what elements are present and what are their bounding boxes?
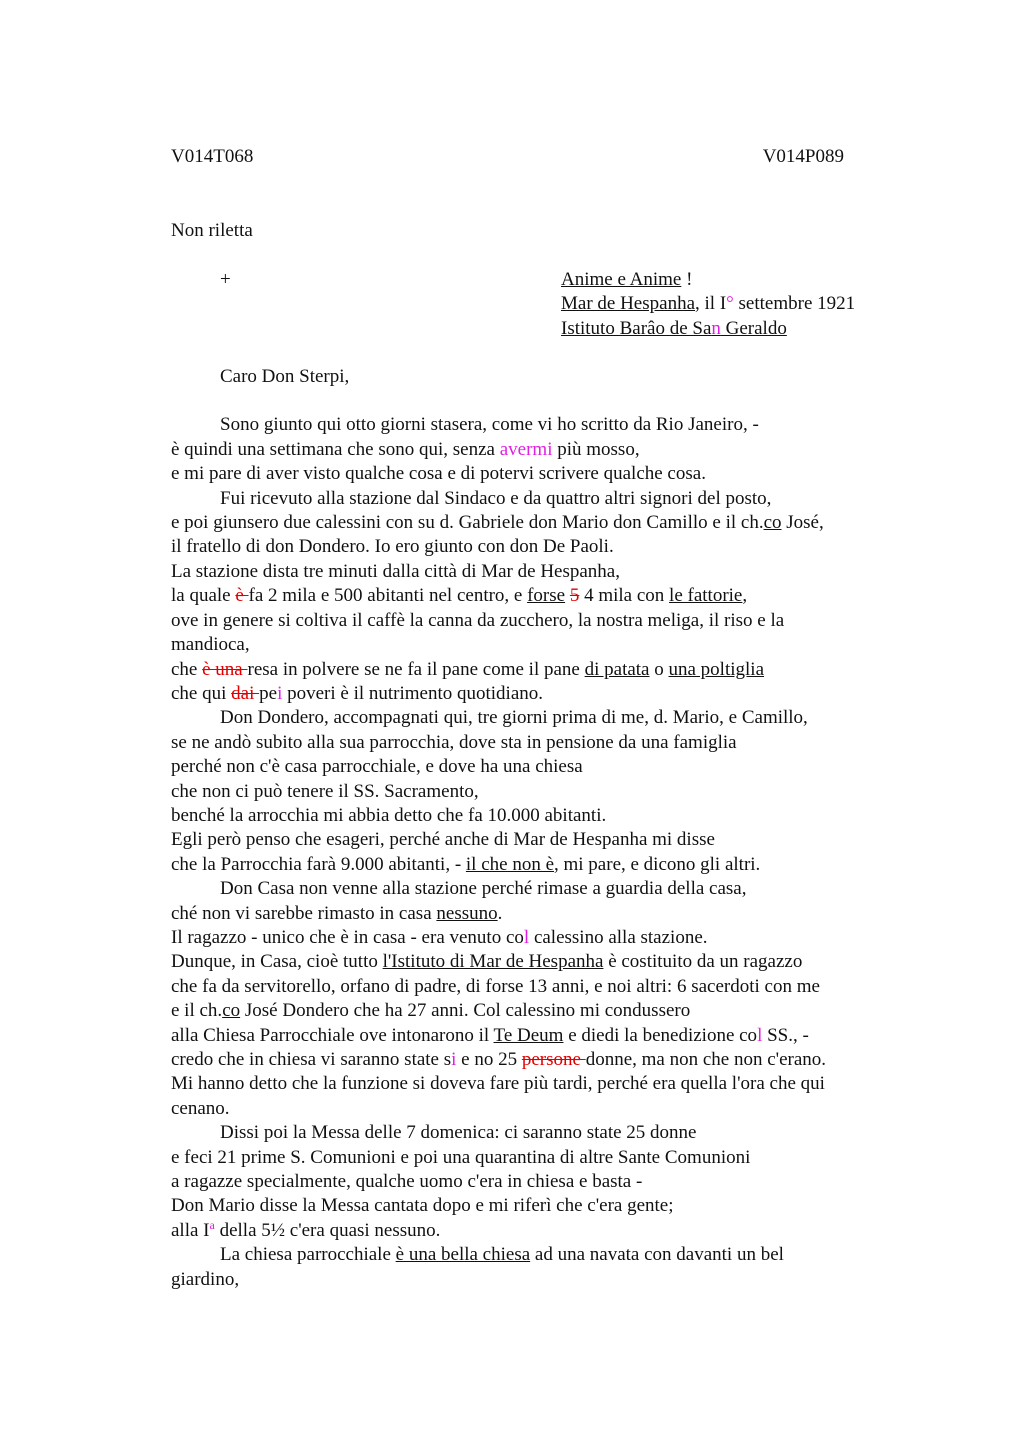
line: ché non vi sarebbe rimasto in casa nessuno. <box>171 902 503 924</box>
line: Don Dondero, accompagnati qui, tre giorni prima di me, d. Mario, e Camillo, <box>220 707 808 729</box>
line: La stazione dista tre minuti dalla città di Mar de Hespanha, <box>171 560 620 582</box>
line: che non ci può tenere il SS. Sacramento, <box>171 780 479 802</box>
institute-insert: n <box>711 317 721 339</box>
institute-b: Geraldo <box>720 317 787 339</box>
line: e mi pare di aver visto qualche cosa e di potervi scrivere qualche cosa. <box>171 463 706 485</box>
date-text: settembre 1921 <box>733 293 856 315</box>
line: che è una resa in polvere se ne fa il pane come il pane di patata o una poltiglia <box>171 658 765 680</box>
letter-header <box>171 268 891 341</box>
line: cenano. <box>171 1097 230 1119</box>
header-motto <box>561 268 855 292</box>
header-institute <box>561 317 855 341</box>
line: che fa da servitorello, orfano di padre, di forse 13 anni, e noi altri: 6 sacerdoti con me <box>171 975 820 997</box>
line: Il ragazzo - unico che è in casa - era venuto col calessino alla stazione. <box>171 926 708 948</box>
line: la quale è fa 2 mila e 500 abitanti nel centro, e forse 5 4 mila con le fattorie, <box>171 585 748 607</box>
line: alla $I^a$ della 5½ c'era quasi nessuno. <box>171 1217 441 1241</box>
line: che qui dai pei poveri è il nutrimento quotidiano. <box>171 682 544 704</box>
insert-text: l <box>523 926 530 948</box>
salutation: Caro Don Sterpi, <box>220 366 350 388</box>
deleted-text: è <box>235 585 249 607</box>
line: Fui ricevuto alla stazione dal Sindaco e da quattro altri signori del posto, <box>220 487 772 509</box>
letter-page <box>171 145 891 1292</box>
place-name: Mar de Hespanha <box>561 293 696 315</box>
line: perché non c'è casa parrocchiale, e dove ha una chiesa <box>171 756 583 778</box>
degree-insert: ° <box>726 293 734 315</box>
line: e poi giunsero due calessini con su d. Gabriele don Mario don Camillo e il ch.co José, <box>171 512 824 534</box>
line: Mi hanno detto che la funzione si doveva fare più tardi, perché era quella l'ora che qui <box>171 1073 825 1095</box>
deleted-text: 5 <box>569 585 580 607</box>
motto-excl: ! <box>681 268 693 290</box>
insert-superscript: a <box>209 1217 215 1232</box>
motto-text: Anime e Anime <box>561 268 682 290</box>
line: il fratello di don Dondero. Io ero giunto con don De Paoli. <box>171 536 614 558</box>
line: alla Chiesa Parrocchiale ove intonarono il Te Deum e diedi la benedizione col SS., - <box>171 1024 809 1046</box>
line: che la Parrocchia farà 9.000 abitanti, - il che non è, mi pare, e dicono gli altri. <box>171 853 761 875</box>
header-date <box>561 292 855 316</box>
document-ids <box>171 145 844 169</box>
line: benché la arrocchia mi abbia detto che fa 10.000 abitanti. <box>171 804 607 826</box>
line: ove in genere si coltiva il caffè la canna da zucchero, la nostra meliga, il riso e la <box>171 609 785 631</box>
header-lines <box>561 268 855 341</box>
deleted-text: dai <box>231 682 260 704</box>
line: è quindi una settimana che sono qui, senza avermi più mosso, <box>171 438 640 460</box>
line: giardino, <box>171 1268 240 1290</box>
line: Don Mario disse la Messa cantata dopo e mi riferì che c'era gente; <box>171 1195 674 1217</box>
institute-a: Istituto Barâo de Sa <box>561 317 712 339</box>
line: La chiesa parrocchiale è una bella chiesa ad una navata con davanti un bel <box>220 1244 784 1266</box>
cross-mark: + <box>220 268 231 290</box>
line: Dissi poi la Messa delle 7 domenica: ci saranno state 25 donne <box>220 1122 697 1144</box>
insert-text: i <box>451 1049 457 1070</box>
deleted-text: è una <box>202 658 248 680</box>
line: Don Casa non venne alla stazione perché rimase a guardia della casa, <box>220 878 747 900</box>
doc-id-left: V014T068 <box>171 146 254 167</box>
line: Dunque, in Casa, cioè tutto l'Istituto di Mar de Hespanha è costituito da un ragazzo <box>171 951 803 973</box>
line: mandioca, <box>171 634 250 656</box>
line: e feci 21 prime S. Comunioni e poi una quarantina di altre Sante Comunioni <box>171 1146 751 1168</box>
doc-id-right: V014P089 <box>762 146 844 167</box>
line: a ragazze specialmente, qualche uomo c'era in chiesa e basta - <box>171 1171 643 1193</box>
line: se ne andò subito alla sua parrocchia, dove sta in pensione da una famiglia <box>171 731 737 753</box>
line: e il ch.co José Dondero che ha 27 anni. Col calessino mi condussero <box>171 1000 691 1022</box>
line: Sono giunto qui otto giorni stasera, come vi ho scritto da Rio Janeiro, - <box>220 414 759 436</box>
insert-text: l <box>757 1024 763 1046</box>
deleted-text: persone <box>521 1049 586 1070</box>
review-status: Non riletta <box>171 220 253 242</box>
insert-text: avermi <box>499 438 553 460</box>
insert-text: i <box>277 682 283 704</box>
date-prefix: , il I <box>695 293 727 315</box>
line: Egli però penso che esageri, perché anche di Mar de Hespanha mi disse <box>171 829 715 851</box>
line: credo che in chiesa vi saranno state si e no 25 persone donne, ma non che non c'erano. <box>171 1049 827 1070</box>
